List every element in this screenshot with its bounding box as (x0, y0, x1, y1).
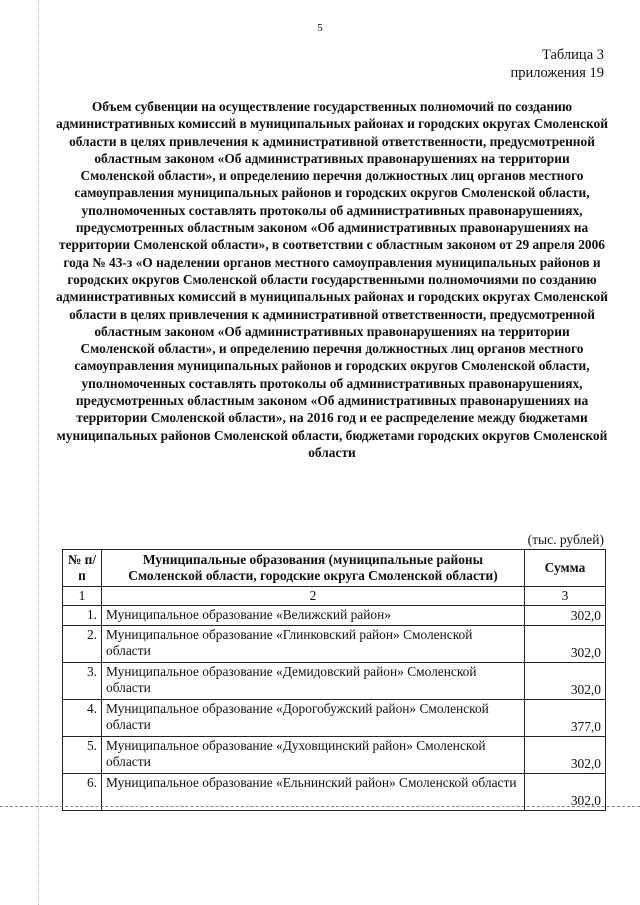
row-name: Муниципальное образование «Глинковский район» Смоленской области (102, 626, 525, 663)
index-cell: 2 (102, 587, 525, 606)
row-sum: 302,0 (525, 606, 606, 626)
document-title: Объем субвенции на осуществление государственных полномочий по созданию административных комиссий в муниципальных районах и городских округах Смоленской области в целях привлечения к административной ответственности, предусмотренной областным законом «Об административных правонарушениях на территории Смоленской области», и определению перечня должностных лиц органов местного самоуправления муниципальных районов и городских округов Смоленской области, уполномоченных составлять протоколы об административных правонарушениях, предусмотренных областным законом «Об административных правонарушениях на территории Смоленской области», в соответствии с областным законом от 29 апреля 2006 года № 43-з «О наделении органов местного самоуправления муниципальных районов и городских округов Смоленской области государственными полномочиями по созданию административных комиссий в муниципальных районах и городских округах Смоленской области в целях привлечения к административной ответственности, предусмотренной областным законом «Об административных правонарушениях на территории Смоленской области», и определению перечня должностных лиц органов местного самоуправления муниципальных районов и городских округов Смоленской области, уполномоченных составлять протоколы об административных правонарушениях, предусмотренных областным законом «Об административных правонарушениях на территории Смоленской области», на 2016 год и ее распределение между бюджетами муниципальных районов Смоленской области, бюджетами городских округов Смоленской области (56, 99, 608, 460)
row-name: Муниципальное образование «Дорогобужский район» Смоленской области (102, 700, 525, 737)
index-cell: 1 (63, 587, 102, 606)
row-num: 5. (63, 737, 102, 774)
table-row (63, 663, 606, 700)
row-sum: 302,0 (525, 737, 606, 774)
row-name: Муниципальное образование «Велижский район» (102, 606, 525, 626)
row-name: Муниципальное образование «Духовщинский район» Смоленской области (102, 737, 525, 774)
table-row (63, 700, 606, 737)
row-num: 1. (63, 606, 102, 626)
row-name: Муниципальное образование «Ельнинский район» Смоленской области (102, 774, 525, 811)
table-reference (511, 46, 604, 82)
header-name: Муниципальные образования (муниципальные районы Смоленской области, городские округа Смоленской области) (102, 550, 525, 587)
row-num: 2. (63, 626, 102, 663)
index-cell: 3 (525, 587, 606, 606)
table-row (63, 606, 606, 626)
row-name: Муниципальное образование «Демидовский район» Смоленской области (102, 663, 525, 700)
margin-line (38, 0, 39, 905)
table-row (63, 626, 606, 663)
header-num: № п/п (63, 550, 102, 587)
row-sum: 377,0 (525, 700, 606, 737)
row-sum: 302,0 (525, 626, 606, 663)
page-cut-line (0, 806, 640, 807)
row-sum: 302,0 (525, 663, 606, 700)
row-sum: 302,0 (525, 774, 606, 811)
table-reference-line2: приложения 19 (510, 65, 604, 81)
table-reference-line1: Таблица 3 (541, 47, 604, 63)
table-row (63, 737, 606, 774)
table-row (63, 774, 606, 811)
units-label: (тыс. рублей) (527, 532, 604, 547)
page-number: 5 (317, 22, 323, 34)
subsidy-table (62, 549, 606, 811)
row-num: 6. (63, 774, 102, 811)
row-num: 4. (63, 700, 102, 737)
header-sum: Сумма (525, 550, 606, 587)
row-num: 3. (63, 663, 102, 700)
